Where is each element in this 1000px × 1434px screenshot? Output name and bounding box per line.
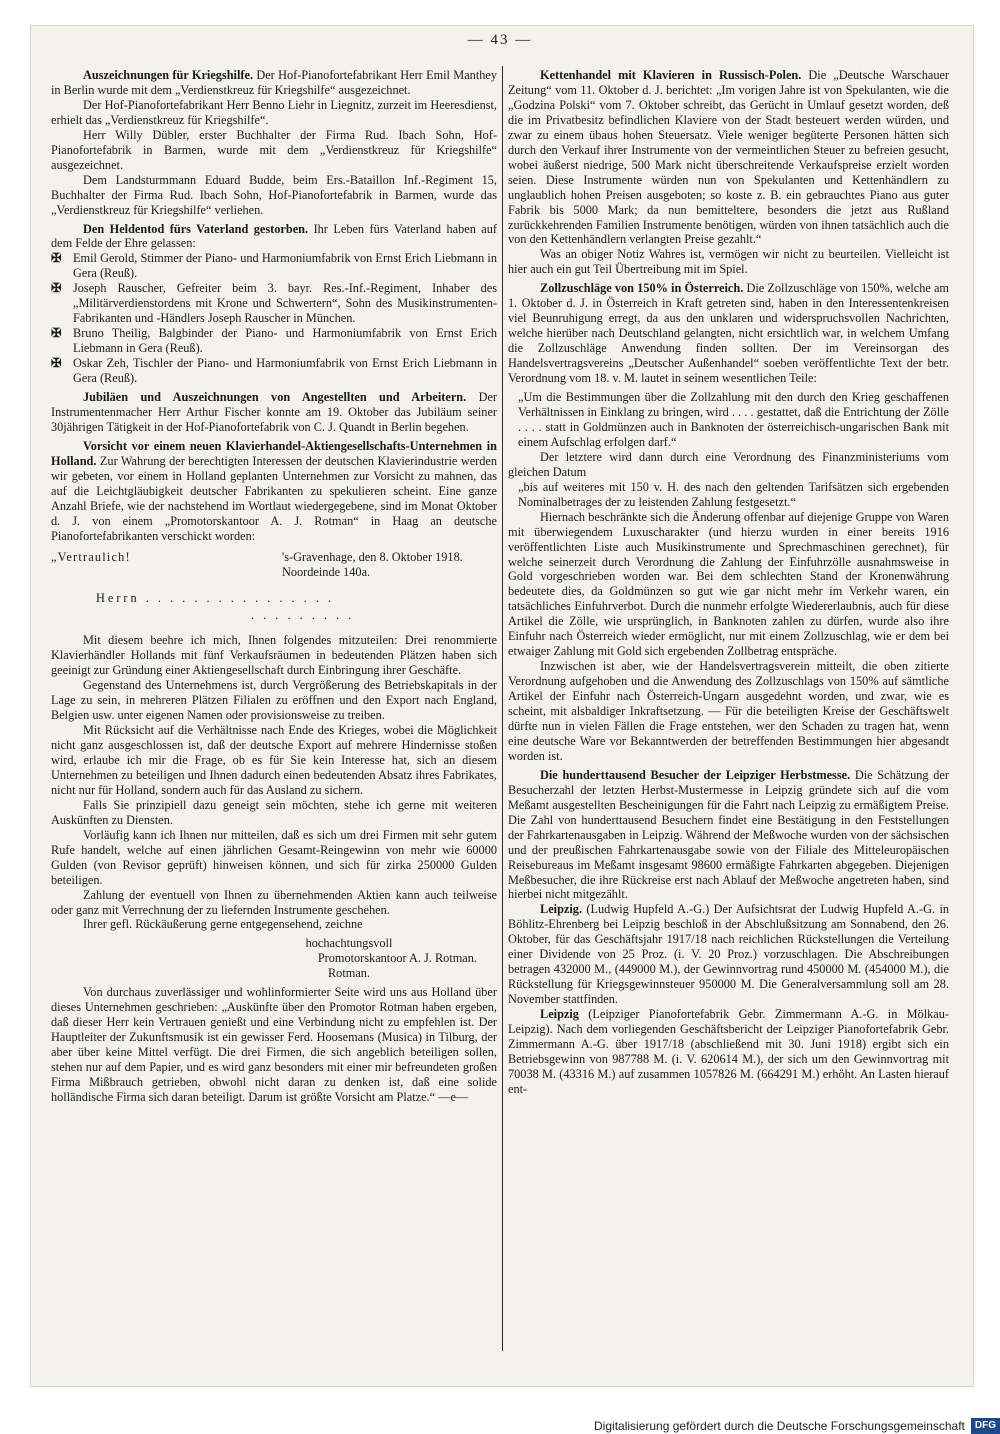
quotation: „Um die Bestimmungen über die Zollzahlung mit den durch den Krieg geschaffenen Verhältnissen in Einklang zu bringen, wird . . . . gestattet, daß die Entrichtung der Zölle . . . . statt in Goldmünzen auch in Banknoten der österreichisch-ungarischen Bank mit einem Aufschlag erfolgen darf.“ bbox=[518, 390, 949, 449]
letter-confidential: „Vertraulich! bbox=[51, 549, 131, 564]
list-item bbox=[51, 251, 497, 281]
iron-cross-icon: ✠ bbox=[51, 251, 62, 266]
paragraph: Zur Wahrung der berechtigten Interessen der deutschen Klavierindustrie werden wir gebeten, vor einem in Holland geplanten Unternehmen zur Vorsicht zu mahnen, das auf die Leichtgläubigkeit deutscher Fabrikanten zu spekulieren scheint. Eine ganze Anzahl Briefe, wie der nachstehend im Wortlaut wiedergegebene, sind im Monat Oktober d. J. von einem „Promotorskantoor A. J. Rotman“ in Haag an deutsche Pianofortefabrikanten verschickt worden: bbox=[51, 453, 498, 543]
heading-leipzig-zimmermann: Leipzig bbox=[540, 1007, 579, 1022]
paragraph: Die Zollzuschläge von 150%, welche am 1. Oktober d. J. in Österreich in Kraft getreten sind, haben in den Interessentenkreisen viel Beunruhigung erregt, da aus den unklaren und widerspruchsvollen Nachrichten, welche hierüber nach Deutschland gelangten, nicht ersichtlich war, in welchem Umfang die Zollzuschläge Anwendung finden sollten. Der im Vereinsorgan des Handelsvertragsvereins „Deutscher Außenhandel“ soeben veröffentlichte Text der betr. Verordnung vom 18. v. M. lautet in seinem wesentlichen Teile: bbox=[508, 281, 949, 386]
article-leipzig-fair bbox=[508, 768, 949, 903]
heading-leipzig-hupfeld: Leipzig. bbox=[540, 902, 583, 917]
heading-fallen-soldiers: Den Heldentod fürs Vaterland gestorben. bbox=[83, 221, 309, 236]
paragraph: Der letztere wird dann durch eine Verordnung des Finanzministeriums vom gleichen Datum bbox=[508, 449, 949, 479]
digitization-footer bbox=[594, 1418, 1000, 1434]
heading-leipzig-fair: Die hunderttausend Besucher der Leipziger Herbstmesse. bbox=[540, 767, 851, 782]
paragraph: Von durchaus zuverlässiger und wohlinformierter Seite wird uns aus Holland über dieses Unternehmen geschrieben: „Auskünfte über den Promotor Rotman haben ergeben, daß dieser Herr kein Vertrauen genießt und eine Verbindung nicht zu empfehlen ist. Der Hauptleiter der Zukunftsmusik ist ein gewisser Ferd. Hoosemans (Musica) in Tilburg, der aber über keine Mittel verfügt. Die drei Firmen, die sich angeblich beteiligen sollen, stehen nur auf dem Papier, und es wird ganz besonders mit einer mir befreundeten großen Firma Mißbrauch getrieben, obwohl nicht daran zu denken ist, daß eine solide holländische Firma sich daran beteiligt. Darum ist größte Vorsicht am Platze.“ —e— bbox=[51, 985, 497, 1104]
iron-cross-icon: ✠ bbox=[51, 281, 62, 296]
letter-paragraph: Falls Sie prinzipiell dazu geneigt sein möchten, stehe ich gerne mit weiteren Auskünften zu Diensten. bbox=[51, 797, 497, 827]
column-divider bbox=[502, 66, 503, 1351]
paragraph: Die Schätzung der Besucherzahl der letzten Herbst-Mustermesse in Leipzig gründete sich auf die vom Meßamt ausgestellten Bescheinigungen für die Fahrt nach Leipzig zu ermäßigtem Preise. Die Zahl von hunderttausend Besuchern findet eine Bestätigung in den Feststellungen der Fahrkartenausgaben in Leipzig. Während der Meßwoche wurden von der sächsischen und der preußischen Fahrkartenausgabe sowie von der Filiale des Mitteleuropäischen Reisebureaus im Meßamt insgesamt 98600 ermäßigte Fahrkarten abgegeben. Diejenigen Meßbesucher, die ihre Rückreise erst nach Ablauf der Meßwoche angetreten haben, sind hierbei nicht mitgezählt. bbox=[508, 767, 949, 902]
letter-place: 's-Gravenhage, den 8. Oktober 1918. bbox=[282, 549, 463, 564]
paragraph: Die „Deutsche Warschauer Zeitung“ vom 11. Oktober d. J. berichtet: „Im vorigen Jahre ist von Spekulanten, wie die „Godzina Polski“ vom 7. Oktober schreibt, das Gerücht in Umlauf gesetzt worden, deß die im Privatbesitz befindlichen Klaviere von der Stadt besteuert werden würden, und zwar zu einem übaus hohen Steuersatz. Viele weniger begüterte Personen hätten sich durch den Verkauf ihrer Instrumente von der vermeintlichen Steuer zu befreien gesucht, wobei äußerst niedrige, 500 Mark nicht überschreitende Verkaufspreise erzielt worden seien. Diese Instrumente würden nun von Spekulanten und Kettenhändlern zu unglaublich hohen Preisen ausgeboten; so koste z. B. ein gebrauchtes Piano aus guter Fabrik bis 5000 Mark; da nun bemitteltere, besonders die jetzt aus Rußland zurückkehrenden Familien Instrumente benötigen, würden von ihnen tatsächlich auch die von den Kettenhändlern verlangten Preise gezahlt.“ bbox=[508, 68, 950, 247]
list-item-text: Joseph Rauscher, Gefreiter beim 3. bayr. Res.-Inf.-Regiment, Inhaber des „Militärverdienstordens mit Krone und Schwertern“, Sohn des Musikinstrumenten-Fabrikanten und -Händlers Joseph Rauscher in München. bbox=[73, 281, 497, 326]
iron-cross-icon: ✠ bbox=[51, 356, 62, 371]
letter-paragraph: Mit diesem beehre ich mich, Ihnen folgendes mitzuteilen: Drei renommierte Klavierhändler Hollands mit fünf Verkaufsräumen in bedeutenden Plätzen haben sich geeinigt zur Gründung einer Aktiengesellschaft durch Einbringung ihrer Geschäfte. bbox=[51, 633, 497, 678]
letter-place-date bbox=[282, 550, 497, 580]
paragraph: Inzwischen ist aber, wie der Handelsvertragsverein mitteilt, die oben zitierte Verordnung aufgehoben und die Anwendung des Zollzuschlags von 150% auf sämtliche Artikel der Einfuhr nach Österreich-Ungarn ausgedehnt worden, und zwar, wie es scheint, mit alsbaldiger Inkraftsetzung. — Für die beteiligten Kreise der Geschäftswelt dürfte nun in vielen Fällen die Frage entstehen, wer den Schaden zu tragen hat, wenn eine deutsche Ware vor Bekanntwerden der betreffenden Bestimmungen hier abgesandt worden ist. bbox=[508, 659, 949, 763]
right-column bbox=[508, 68, 949, 1097]
list-item bbox=[51, 281, 497, 326]
left-column bbox=[51, 68, 497, 1105]
dfg-logo-icon: DFG bbox=[971, 1418, 1000, 1434]
letter-closing: hochachtungsvoll bbox=[305, 936, 393, 951]
heading-jubilees: Jubiläen und Auszeichnungen von Angestellten und Arbeitern. bbox=[83, 390, 467, 405]
letter-address: Noordeinde 140a. bbox=[282, 564, 371, 579]
list-item bbox=[51, 326, 497, 356]
article-war-relief-awards bbox=[51, 68, 497, 98]
paragraph: (Leipziger Pianofortefabrik Gebr. Zimmermann A.-G. in Mölkau-Leipzig). Nach dem vorliegenden Geschäftsbericht der Leipziger Pianofortefabrik Gebr. Zimmermann A.-G. über 1917/18 (abschließend mit 30. Juni 1918) ergibt sich ein Betriebsgewinn von 987788 M. (i. V. 620614 M.), der sich um den Gewinnvortrag mit 70038 M. (43316 M.) auf zusammen 1057826 M. (664291 M.) erhöht. An Lasten hierauf ent- bbox=[508, 1007, 949, 1096]
list-item-text: Emil Gerold, Stimmer der Piano- und Harmoniumfabrik von Ernst Erich Liebmann in Gera (Reuß). bbox=[73, 251, 497, 281]
letter-paragraph: Vorläufig kann ich Ihnen nur mitteilen, daß es sich um drei Firmen mit sehr gutem Rufe handelt, welche auf einen jährlichen Gesamt-Reingewinn von mehr wie 60000 Gulden (von Revisor geprüft) hinweisen können, und sich für zirka 250000 Gulden beteiligen. bbox=[51, 827, 497, 887]
paragraph: Dem Landsturmmann Eduard Budde, beim Ers.-Bataillon Inf.-Regiment 15, Buchhalter der Firma Rud. Ibach Sohn, Hof-Pianofortefabrik in Barmen, wurde das „Verdienstkreuz für Kriegshilfe“ verliehen. bbox=[51, 172, 497, 217]
page-number: — 43 — bbox=[467, 32, 533, 48]
quotation: „bis auf weiteres mit 150 v. H. des nach den geltenden Tarifsätzen sich ergebenden Nominalbetrages der zu leistenden Zahlung festgesetzt.“ bbox=[518, 479, 949, 509]
paragraph: Der Instrumentenmacher Herr Arthur Fischer konnte am 19. Oktober das Jubiläum seiner 30jährigen Tätigkeit in der Hof-Pianofortefabrik von C. J. Quandt in Berlin begehen. bbox=[51, 390, 497, 434]
letter-paragraph: Zahlung der eventuell von Ihnen zu übernehmenden Aktien kann auch teilweise oder ganz mit Verrechnung der zu liefernden Instrumente geschehen. bbox=[51, 887, 497, 917]
footer-credit: Digitalisierung gefördert durch die Deutsche Forschungsgemeinschaft bbox=[594, 1419, 965, 1433]
letter-salutation: Herrn . . . . . . . . . . . . . . . . bbox=[96, 591, 335, 606]
article-zimmermann bbox=[508, 1007, 949, 1097]
article-holland-warning bbox=[51, 439, 497, 544]
paragraph: Hiernach beschränkte sich die Änderung offenbar auf diejenige Gruppe von Waren mit überwiegendem Luxuscharakter (und hierzu wurden in einer bereits 1916 veröffentlichten Liste auch Musikinstrumente und Sprechmaschinen gerechnet), für welche seinerzeit durch Verordnung die Zahlung der Einfuhrzölle ausnahmsweise in Gold vorgeschrieben worden war. Bei dem schlechten Stand der Kronenwährung bedeutete dies, da Goldmünzen so gut wie gar nicht mehr im Verkehr waren, ein tatsächliches Einfuhrverbot. Durch die nunmehr erfolgte Wiedererlaubnis, auch für diese Artikel die Zölle, wie ursprünglich, in Banknoten zahlen zu dürfen, wurde also ihre Einfuhr nach Österreich wieder ermöglicht, nur mit einem Zollzuschlag, wie er dem bei etwaiger Zahlung mit Gold sich ergebenden Zollbetrag entspräche. bbox=[508, 509, 949, 659]
article-jubilees bbox=[51, 390, 497, 435]
heading-austria-duties: Zollzuschläge von 150% in Österreich. bbox=[540, 281, 744, 296]
paragraph: Der Hof-Pianofortefabrikant Herr Emil Manthey in Berlin wurde mit dem „Verdienstkreuz für Kriegshilfe“ ausgezeichnet. bbox=[51, 68, 497, 97]
letter-signature-name: Rotman. bbox=[327, 966, 370, 981]
letter-header bbox=[51, 550, 497, 580]
list-item bbox=[51, 356, 497, 386]
heading-holland-warning: Vorsicht vor einem neuen Klavierhandel-Aktiengesellschafts-Unternehmen in Holland. bbox=[51, 438, 497, 468]
letter-paragraph: Mit Rücksicht auf die Verhältnisse nach Ende des Krieges, wobei die Möglichkeit nicht ganz ausgeschlossen ist, daß der deutsche Export auf mehrere Hindernisse stoßen wird, erlaube ich mir die Frage, ob es für Sie kein Interesse hat, sich an diesem Unternehmen zu beteiligen und Ihnen dadurch einen bedeutenden Absatz ihres Fabrikates, nicht nur für Holland, sondern auch für das Ausland zu sichern. bbox=[51, 723, 497, 797]
article-chain-trade bbox=[508, 68, 949, 247]
list-item-text: Bruno Theilig, Balgbinder der Piano- und Harmoniumfabrik von Ernst Erich Liebmann in Gera (Reuß). bbox=[73, 326, 497, 356]
paragraph: (Ludwig Hupfeld A.-G.) Der Aufsichtsrat der Ludwig Hupfeld A.-G. in Böhlitz-Ehrenberg bei Leipzig beschloß in der Abschlußsitzung am Sonnabend, den 26. Oktober, für das Geschäftsjahr 1917/18 nach reichlichen Rückstellungen die Verteilung einer Dividende von 25 Proz. (i. V. 20 Proz.) vorzuschlagen. Die Abschreibungen betragen 432000 M., (449000 M.), der Gewinnvortrag rund 450000 M. (454000 M.), die Rückstellung für Kriegsgewinnsteuer 950000 M. Die Generalversammlung soll am 28. November stattfinden. bbox=[508, 902, 950, 1007]
list-item-text: Oskar Zeh, Tischler der Piano- und Harmoniumfabrik von Ernst Erich Liebmann in Gera (Reuß). bbox=[73, 356, 497, 386]
paragraph: Herr Willy Dübler, erster Buchhalter der Firma Rud. Ibach Sohn, Hof-Pianofortefabrik in Barmen, wurde mit dem „Verdienstkreuz für Kriegshilfe“ ausgezeichnet. bbox=[51, 127, 497, 172]
letter-signature-firm: Promotorskantoor A. J. Rotman. bbox=[317, 951, 477, 966]
heading-chain-trade: Kettenhandel mit Klavieren in Russisch-Polen. bbox=[540, 68, 802, 82]
paragraph: Ihr Leben fürs Vaterland haben auf dem Felde der Ehre gelassen: bbox=[51, 221, 498, 251]
article-austria-duties bbox=[508, 281, 949, 386]
letter-dots: . . . . . . . . . bbox=[251, 608, 355, 623]
paragraph: Was an obiger Notiz Wahres ist, vermögen wir nicht zu beurteilen. Vielleicht ist hier auch ein gut Teil Übertreibung mit im Spiel. bbox=[508, 247, 949, 277]
letter-paragraph: Gegenstand des Unternehmens ist, durch Vergrößerung des Betriebskapitals in der Lage zu sein, in mehreren Plätzen Filialen zu eröffnen und den Export nach England, Belgien usw. unter eigenen Namen oder provisionsweise zu treiben. bbox=[51, 678, 497, 723]
iron-cross-icon: ✠ bbox=[51, 326, 62, 341]
heading-war-relief-awards: Auszeichnungen für Kriegshilfe. bbox=[83, 68, 254, 82]
article-hupfeld bbox=[508, 902, 949, 1007]
paragraph: Der Hof-Pianofortefabrikant Herr Benno Liehr in Liegnitz, zurzeit im Heeresdienst, erhielt das „Verdienstkreuz für Kriegshilfe“. bbox=[51, 97, 497, 127]
letter-paragraph: Ihrer gefl. Rückäußerung gerne entgegensehend, zeichne bbox=[83, 917, 363, 932]
article-fallen-soldiers bbox=[51, 222, 497, 252]
